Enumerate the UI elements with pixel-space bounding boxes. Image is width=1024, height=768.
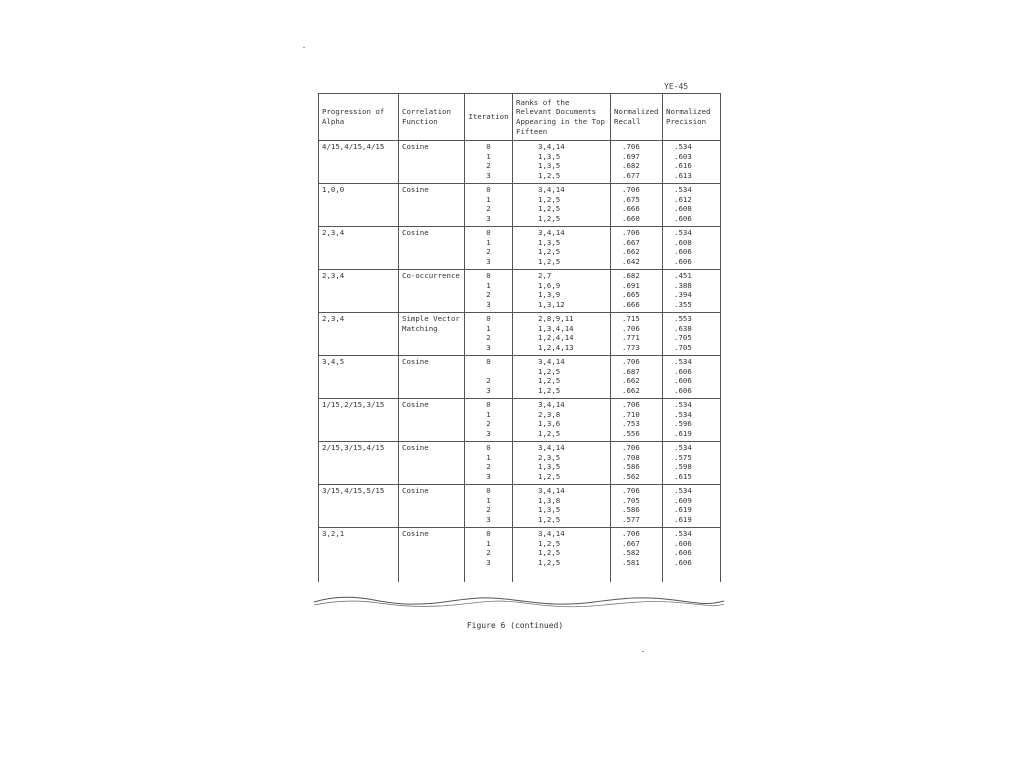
table-row <box>319 442 721 485</box>
cell-function: Cosine <box>399 227 465 270</box>
cell-iteration <box>465 184 513 227</box>
cell-function: Cosine <box>399 356 465 399</box>
ranks-value: 3,4,14 <box>538 142 565 151</box>
figure-caption: Figure 6 (continued) <box>466 621 564 630</box>
cell-precision <box>663 356 721 399</box>
recall-value: .682 <box>622 161 640 171</box>
iteration-value: 0 <box>486 443 491 452</box>
cell-ranks <box>513 356 611 399</box>
recall-value: .677 <box>622 170 640 180</box>
cell-ranks <box>513 270 611 313</box>
recall-value: .706 <box>622 323 640 333</box>
iteration-value: 0 <box>486 314 491 323</box>
recall-value: .667 <box>622 237 640 247</box>
recall-value: .556 <box>622 428 640 438</box>
cell-precision <box>663 141 721 184</box>
cell-iteration <box>465 528 513 583</box>
cell-progression: 3,2,1 <box>319 528 399 583</box>
iteration-value: 1 <box>486 151 491 161</box>
iteration-value: 0 <box>486 271 491 280</box>
ranks-value: 1,2,5 <box>538 194 561 204</box>
recall-value: .706 <box>622 185 640 194</box>
header-function: Correlation Function <box>399 94 465 141</box>
precision-value: .534 <box>674 185 692 194</box>
recall-value: .586 <box>622 505 640 515</box>
ranks-value: 1,3,5 <box>538 151 561 161</box>
cell-recall <box>611 227 663 270</box>
header-recall: Normalized Recall <box>611 94 663 141</box>
cell-function: Cosine <box>399 399 465 442</box>
precision-value: .619 <box>674 505 692 515</box>
iteration-value: 1 <box>486 409 491 419</box>
ranks-value: 1,2,5 <box>538 428 561 438</box>
iteration-value: 0 <box>486 400 491 409</box>
header-progression: Progression of Alpha <box>319 94 399 141</box>
cell-progression: 3/15,4/15,5/15 <box>319 485 399 528</box>
header-precision: Normalized Precision <box>663 94 721 141</box>
recall-value: .667 <box>622 538 640 548</box>
iteration-value: 0 <box>486 228 491 237</box>
cell-recall <box>611 184 663 227</box>
cell-recall <box>611 313 663 356</box>
cell-function: Cosine <box>399 485 465 528</box>
precision-value: .598 <box>674 462 692 472</box>
recall-value: .706 <box>622 529 640 538</box>
precision-value: .388 <box>674 280 692 290</box>
iteration-value: 1 <box>486 323 491 333</box>
cell-recall <box>611 442 663 485</box>
iteration-value: 2 <box>486 161 491 171</box>
recall-value: .582 <box>622 548 640 558</box>
cell-function: Cosine <box>399 528 465 583</box>
ranks-value: 1,3,5 <box>538 462 561 472</box>
ranks-value: 1,2,5 <box>538 548 561 558</box>
cell-iteration <box>465 227 513 270</box>
iteration-value: 3 <box>486 256 491 266</box>
iteration-value: 3 <box>486 299 491 309</box>
recall-value: .706 <box>622 142 640 151</box>
precision-value: .606 <box>674 385 692 395</box>
ranks-value: 2,7 <box>538 271 552 280</box>
precision-value: .606 <box>674 247 692 257</box>
table-row <box>319 227 721 270</box>
cell-ranks <box>513 313 611 356</box>
page-reference: YE-45 <box>664 82 689 91</box>
cell-precision <box>663 313 721 356</box>
ranks-value: 1,2,5 <box>538 204 561 214</box>
ranks-value: 1,3,5 <box>538 237 561 247</box>
iteration-value: 3 <box>486 471 491 481</box>
precision-value: .606 <box>674 366 692 376</box>
cell-recall <box>611 485 663 528</box>
ranks-value: 3,4,14 <box>538 529 565 538</box>
cell-ranks <box>513 141 611 184</box>
recall-value: .662 <box>622 376 640 386</box>
ranks-value: 3,4,14 <box>538 400 565 409</box>
ranks-value: 1,3,8 <box>538 495 561 505</box>
precision-value: .612 <box>674 194 692 204</box>
recall-value: .706 <box>622 228 640 237</box>
cell-precision <box>663 442 721 485</box>
table-row <box>319 270 721 313</box>
cell-precision <box>663 184 721 227</box>
precision-value: .608 <box>674 237 692 247</box>
recall-value: .666 <box>622 204 640 214</box>
iteration-value: 3 <box>486 213 491 223</box>
cell-recall <box>611 141 663 184</box>
cell-recall <box>611 270 663 313</box>
precision-value: .616 <box>674 161 692 171</box>
cell-progression: 2,3,4 <box>319 313 399 356</box>
iteration-value: 2 <box>486 419 491 429</box>
precision-value: .615 <box>674 471 692 481</box>
ranks-value: 3,4,14 <box>538 357 565 366</box>
cell-ranks <box>513 399 611 442</box>
cell-progression: 1,0,0 <box>319 184 399 227</box>
iteration-value: 3 <box>486 385 491 395</box>
cell-ranks <box>513 442 611 485</box>
iteration-value <box>468 367 509 377</box>
ranks-value: 1,3,6 <box>538 419 561 429</box>
precision-value: .606 <box>674 557 692 567</box>
precision-value: .608 <box>674 204 692 214</box>
precision-value: .596 <box>674 419 692 429</box>
recall-value: .771 <box>622 333 640 343</box>
precision-value: .619 <box>674 514 692 524</box>
cell-iteration <box>465 313 513 356</box>
ranks-value: 1,2,5 <box>538 514 561 524</box>
iteration-value: 2 <box>486 204 491 214</box>
precision-value: .451 <box>674 271 692 280</box>
recall-value: .773 <box>622 342 640 352</box>
precision-value: .613 <box>674 170 692 180</box>
table-row <box>319 141 721 184</box>
table-body <box>319 141 721 583</box>
iteration-value: 1 <box>486 237 491 247</box>
cell-precision <box>663 485 721 528</box>
recall-value: .687 <box>622 366 640 376</box>
recall-value: .715 <box>622 314 640 323</box>
recall-value: .581 <box>622 557 640 567</box>
iteration-value: 1 <box>486 194 491 204</box>
cell-ranks <box>513 184 611 227</box>
precision-value: .606 <box>674 548 692 558</box>
precision-value: .603 <box>674 151 692 161</box>
ranks-value: 3,4,14 <box>538 185 565 194</box>
table-row <box>319 399 721 442</box>
cell-progression: 2/15,3/15,4/15 <box>319 442 399 485</box>
precision-value: .705 <box>674 342 692 352</box>
recall-value: .691 <box>622 280 640 290</box>
precision-value: .553 <box>674 314 692 323</box>
recall-value: .642 <box>622 256 640 266</box>
cell-progression: 4/15,4/15,4/15 <box>319 141 399 184</box>
precision-value: .394 <box>674 290 692 300</box>
table-row <box>319 184 721 227</box>
iteration-value: 3 <box>486 170 491 180</box>
ranks-value: 2,3,5 <box>538 452 561 462</box>
recall-value: .675 <box>622 194 640 204</box>
iteration-value: 3 <box>486 342 491 352</box>
recall-value: .697 <box>622 151 640 161</box>
table-row <box>319 528 721 583</box>
recall-value: .665 <box>622 290 640 300</box>
iteration-value: 2 <box>486 290 491 300</box>
cell-function: Simple Vector Matching <box>399 313 465 356</box>
precision-value: .534 <box>674 400 692 409</box>
iteration-value: 3 <box>486 514 491 524</box>
precision-value: .534 <box>674 357 692 366</box>
recall-value: .562 <box>622 471 640 481</box>
precision-value: .534 <box>674 228 692 237</box>
ranks-value: 1,2,5 <box>538 471 561 481</box>
recall-value: .753 <box>622 419 640 429</box>
recall-value: .662 <box>622 385 640 395</box>
header-ranks: Ranks of the Relevant Documents Appearing in the Top Fifteen <box>513 94 611 141</box>
header-iteration: Iteration <box>465 94 513 141</box>
torn-edge-wave <box>314 594 724 608</box>
iteration-value: 2 <box>486 247 491 257</box>
iteration-value: 1 <box>486 538 491 548</box>
iteration-value: 2 <box>486 548 491 558</box>
precision-value: .638 <box>674 323 692 333</box>
precision-value: .534 <box>674 142 692 151</box>
precision-value: .534 <box>674 409 692 419</box>
iteration-value: 3 <box>486 428 491 438</box>
ranks-value: 1,3,5 <box>538 505 561 515</box>
ranks-value: 1,3,9 <box>538 290 561 300</box>
scan-speck <box>303 47 305 48</box>
precision-value: .606 <box>674 376 692 386</box>
cell-ranks <box>513 485 611 528</box>
precision-value: .705 <box>674 333 692 343</box>
cell-recall <box>611 356 663 399</box>
cell-iteration <box>465 485 513 528</box>
iteration-value: 0 <box>486 529 491 538</box>
ranks-value: 3,4,14 <box>538 228 565 237</box>
recall-value: .577 <box>622 514 640 524</box>
recall-value: .708 <box>622 452 640 462</box>
iteration-value: 2 <box>486 333 491 343</box>
precision-value: .534 <box>674 443 692 452</box>
recall-value: .706 <box>622 486 640 495</box>
cell-recall <box>611 399 663 442</box>
recall-value: .666 <box>622 299 640 309</box>
iteration-value: 0 <box>486 142 491 151</box>
ranks-value: 1,2,5 <box>538 247 561 257</box>
ranks-value: 1,2,5 <box>538 170 561 180</box>
precision-value: .534 <box>674 486 692 495</box>
ranks-value: 1,6,9 <box>538 280 561 290</box>
iteration-value: 0 <box>486 185 491 194</box>
cell-ranks <box>513 227 611 270</box>
recall-value: .662 <box>622 247 640 257</box>
cell-iteration <box>465 141 513 184</box>
precision-value: .606 <box>674 213 692 223</box>
precision-value: .575 <box>674 452 692 462</box>
cell-function: Cosine <box>399 141 465 184</box>
precision-value: .534 <box>674 529 692 538</box>
scan-speck <box>642 651 644 652</box>
cell-iteration <box>465 270 513 313</box>
cell-precision <box>663 227 721 270</box>
ranks-value: 1,3,5 <box>538 161 561 171</box>
precision-value: .619 <box>674 428 692 438</box>
iteration-value: 3 <box>486 557 491 567</box>
iteration-value: 2 <box>486 505 491 515</box>
recall-value: .705 <box>622 495 640 505</box>
cell-iteration <box>465 442 513 485</box>
recall-value: .660 <box>622 213 640 223</box>
recall-value: .586 <box>622 462 640 472</box>
ranks-value: 1,2,5 <box>538 366 561 376</box>
iteration-value: 1 <box>486 280 491 290</box>
ranks-value: 2,8,9,11 <box>538 314 574 323</box>
ranks-value: 1,2,5 <box>538 385 561 395</box>
cell-iteration <box>465 399 513 442</box>
recall-value: .706 <box>622 357 640 366</box>
table-row <box>319 356 721 399</box>
ranks-value: 1,3,4,14 <box>538 323 574 333</box>
ranks-value: 3,4,14 <box>538 443 565 452</box>
cell-progression: 2,3,4 <box>319 270 399 313</box>
iteration-value: 2 <box>486 462 491 472</box>
precision-value: .355 <box>674 299 692 309</box>
ranks-value: 2,3,8 <box>538 409 561 419</box>
ranks-value: 1,2,4,14 <box>538 333 574 343</box>
ranks-value: 1,2,5 <box>538 213 561 223</box>
ranks-value: 3,4,14 <box>538 486 565 495</box>
table-row <box>319 313 721 356</box>
table-header-row <box>319 94 721 141</box>
iteration-value: 0 <box>486 486 491 495</box>
table-row <box>319 485 721 528</box>
cell-iteration <box>465 356 513 399</box>
recall-value: .706 <box>622 443 640 452</box>
iteration-value: 2 <box>486 376 491 386</box>
cell-precision <box>663 528 721 583</box>
ranks-value: 1,2,5 <box>538 256 561 266</box>
cell-progression: 1/15,2/15,3/15 <box>319 399 399 442</box>
cell-function: Cosine <box>399 442 465 485</box>
ranks-value: 1,2,5 <box>538 376 561 386</box>
ranks-value: 1,2,4,13 <box>538 342 574 352</box>
ranks-value: 1,2,5 <box>538 557 561 567</box>
iteration-value: 0 <box>486 357 491 366</box>
cell-function: Cosine <box>399 184 465 227</box>
ranks-value: 1,3,12 <box>538 299 565 309</box>
cell-ranks <box>513 528 611 583</box>
results-table <box>318 93 721 582</box>
iteration-value: 1 <box>486 452 491 462</box>
cell-precision <box>663 270 721 313</box>
ranks-value: 1,2,5 <box>538 538 561 548</box>
cell-recall <box>611 528 663 583</box>
recall-value: .706 <box>622 400 640 409</box>
recall-value: .682 <box>622 271 640 280</box>
precision-value: .609 <box>674 495 692 505</box>
iteration-value: 1 <box>486 495 491 505</box>
precision-value: .606 <box>674 256 692 266</box>
cell-progression: 2,3,4 <box>319 227 399 270</box>
cell-precision <box>663 399 721 442</box>
cell-progression: 3,4,5 <box>319 356 399 399</box>
cell-function: Co-occurrence <box>399 270 465 313</box>
precision-value: .606 <box>674 538 692 548</box>
recall-value: .710 <box>622 409 640 419</box>
